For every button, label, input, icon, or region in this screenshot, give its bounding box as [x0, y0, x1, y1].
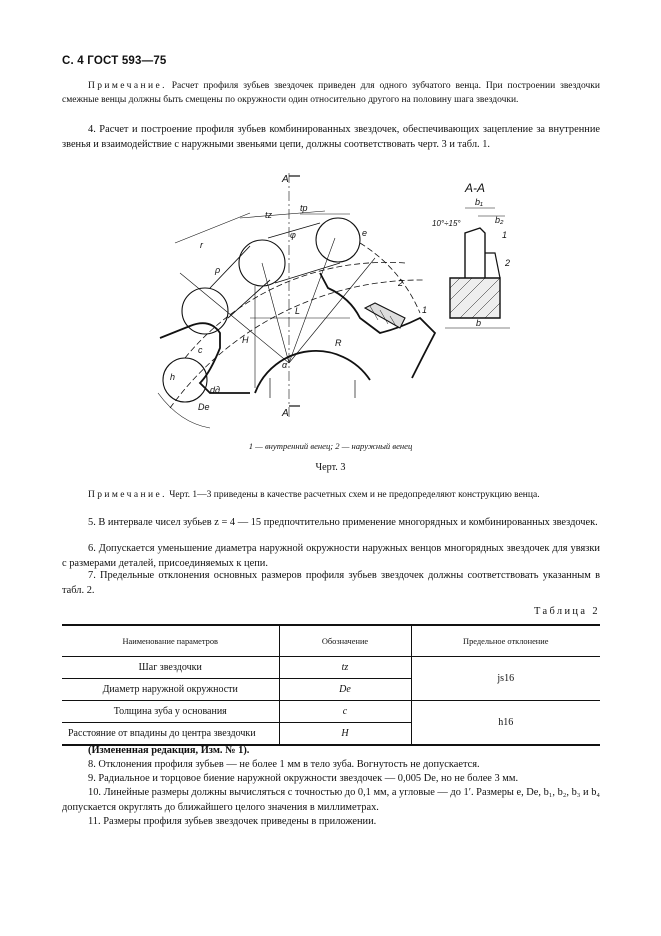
dim-R: R — [335, 338, 342, 348]
item-6: 6. Допускается уменьшение диаметра наружной окружности наружных венцов многорядных звездочек для увязки с размерами деталей, присоединяемых к цепи. — [62, 543, 600, 569]
section-label: А-А — [465, 181, 486, 195]
note-2-text: Черт. 1—3 приведены в качестве расчетных схем и не предопределяют конструкцию венца. — [166, 490, 540, 500]
header-deviation: Предельное отклонение — [411, 625, 600, 657]
dim-H: H — [242, 335, 249, 345]
angle-label: 10°÷15° — [432, 219, 461, 228]
dim-De: Dе — [198, 402, 210, 412]
figure-caption: Черт. 3 — [315, 462, 346, 473]
deviation-value: h16 — [411, 701, 600, 746]
dim-dd: dд — [210, 385, 220, 395]
param-symbol: Dе — [279, 679, 411, 701]
header-symbol: Обозначение — [279, 625, 411, 657]
callout-1-main: 1 — [422, 305, 428, 315]
dim-b: b — [476, 318, 482, 328]
param-symbol: tz — [279, 657, 411, 679]
dim-tp: tр — [300, 203, 308, 213]
cut-letter-bottom: А — [282, 408, 289, 419]
item-5: 5. В интервале чисел зубьев z = 4 — 15 предпочтительно применение многорядных и комбинированных звездочек. — [88, 517, 598, 528]
figure-legend: 1 — внутренний венец; 2 — наружный венец — [248, 441, 413, 451]
dim-rho: ρ — [215, 265, 221, 275]
dim-h: h — [170, 372, 176, 382]
note-2 — [62, 489, 600, 503]
note-1-text: Расчет профиля зубьев звездочек приведен для одного зубчатого венца. При построении звездочки смежные венцы должны быть смещены по окружности один относительно другого на половину шага звездочки. — [62, 81, 600, 105]
param-name: Диаметр наружной окружности — [62, 679, 279, 701]
table-title: Таблица 2 — [533, 606, 600, 617]
page-header: С. 4 ГОСТ 593—75 — [62, 55, 167, 67]
table-row — [62, 657, 600, 679]
callout-2-main: 2 — [398, 278, 404, 288]
dim-b1: b₁ — [475, 197, 483, 207]
note-2-label: Примечание. — [88, 490, 167, 500]
item-8: 8. Отклонения профиля зубьев — не более 1 мм в тело зуба. Вогнутость не допускается. — [88, 759, 480, 770]
sprocket-drawing — [150, 168, 610, 438]
deviation-table — [62, 624, 600, 746]
note-1-label: Примечание. — [88, 81, 167, 91]
item-10: 10. Линейные размеры должны вычисляться с точностью до 0,1 мм, а угловые — до 1′. Размеры e, Dе, b₁, b₂, b₃ и b₄ допускается округлять до ближайшего целого значения в миллиметрах. — [62, 787, 601, 813]
item-9: 9. Радиальное и торцовое биение наружной окружности звездочек — 0,005 Dе, но не более 3 мм. — [88, 773, 519, 784]
amendment-note: (Измененная редакция, Изм. № 1). — [88, 745, 250, 756]
item-7: 7. Предельные отклонения основных размеров профиля зубьев звездочек должны соответствовать указанным в табл. 2. — [62, 570, 600, 596]
dim-r: r — [200, 240, 203, 250]
dim-e: e — [362, 228, 368, 238]
dim-alpha: α — [282, 360, 288, 370]
dim-c: c — [198, 345, 203, 355]
dim-tz: tz — [265, 210, 273, 220]
dim-b2: b₂ — [495, 215, 504, 225]
header-param: Наименование параметров — [62, 625, 279, 657]
cut-letter-top: А — [282, 174, 289, 185]
dim-L: L — [295, 306, 301, 316]
param-symbol: c — [279, 701, 411, 723]
item-4: 4. Расчет и построение профиля зубьев комбинированных звездочек, обеспечивающих зацепление за внутренние звенья и взаимодействие с наружными звеньями цепи, должны соответствовать черт. 3 и табл. 1. — [62, 124, 600, 150]
param-name: Расстояние от впадины до центра звездочки — [62, 723, 279, 746]
param-name: Толщина зуба у основания — [62, 701, 279, 723]
param-symbol: H — [279, 723, 411, 746]
table-row — [62, 701, 600, 723]
dim-phi: φ — [290, 230, 296, 240]
deviation-value: js16 — [411, 657, 600, 701]
param-name: Шаг звездочки — [62, 657, 279, 679]
note-1 — [62, 80, 600, 107]
callout-2-section: 2 — [505, 258, 511, 268]
item-11: 11. Размеры профиля зубьев звездочек приведены в приложении. — [88, 816, 377, 827]
callout-1-section: 1 — [502, 230, 508, 240]
